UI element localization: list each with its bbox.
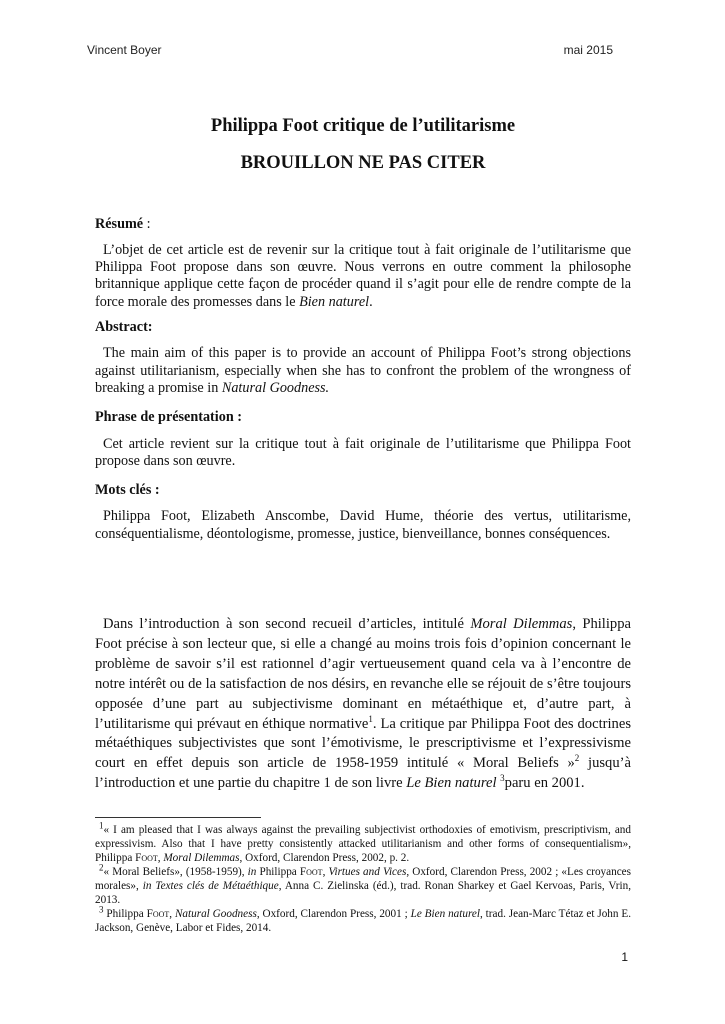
page-subtitle: BROUILLON NE PAS CITER [240, 153, 486, 174]
body-title-moral-dilemmas: Moral Dilemmas [470, 616, 573, 633]
footnote-2-a: « Moral Beliefs», (1958-1959), [103, 866, 248, 878]
footnote-1 [95, 820, 631, 865]
footnote-2-d: , Oxford, Clarendon Press, 2002 ; «Les croyances morales», [95, 866, 631, 892]
footnote-2-c: , [322, 866, 329, 878]
footnote-ref-1[interactable]: 1 [368, 713, 373, 724]
footnote-3-c: , Oxford, Clarendon Press, 2001 ; [256, 908, 411, 920]
page-number: 1 [621, 950, 628, 964]
header-author: Vincent Boyer [87, 43, 162, 57]
footnotes [95, 820, 632, 935]
footnote-2-title: Virtues and Vices [328, 866, 407, 878]
footnote-ref-2[interactable]: 2 [574, 753, 580, 764]
page-content [95, 112, 631, 794]
resume-label: Résumé [95, 215, 144, 232]
abstract-text-main: The main aim of this paper is to provide an account of Philippa Foot’s strong objections against utilitarianism, especially when she has to confront the problem of the wrongness of breaking a promise in [95, 345, 631, 396]
footnote-3-title-2: Le Bien naturel [410, 908, 480, 920]
footnote-2 [95, 862, 631, 907]
body-text-5: paru en 2001. [504, 775, 585, 792]
footnote-1-mark: 1 [99, 820, 104, 831]
abstract-heading: Abstract: [95, 319, 153, 336]
footnote-3-a: Philippa [103, 908, 147, 920]
footnote-3-b: , [169, 908, 175, 920]
presentation-heading: Phrase de présentation : [95, 409, 242, 426]
footnote-1-sep: , [157, 852, 164, 864]
resume-text-main: L’objet de cet article est de revenir sur la critique tout à fait originale de l’utilitarisme que Philippa Foot propose dans son œuvre. Nous verrons en outre comment la philosophe britannique applique cette façon de procéder quand il s’agit pour elle de rendre compte de la force morale des promesses dans le [95, 241, 631, 310]
footnote-2-title-2: in Textes clés de Métaéthique [142, 880, 279, 892]
body-text-3: . La critique par Philippa Foot des doctrines métaéthiques subjectivistes que sont l’émotivisme, le prescriptivisme et l’expressivisme court en effet depuis son article de 1958-1959 intitulé « Moral Beliefs » [95, 715, 631, 772]
footnote-2-author: Foot [299, 866, 323, 878]
footnote-2-e: , Anna C. Zielinska (éd.), trad. Ronan Sharkey et Gael Kervoas, Paris, Vrin, 2013. [95, 880, 631, 906]
footnote-3-author: Foot [146, 908, 170, 920]
keywords-heading: Mots clés : [95, 482, 160, 499]
body-paragraph [95, 615, 631, 794]
footnote-1-title: Moral Dilemmas [163, 852, 240, 864]
presentation-text: Cet article revient sur la critique tout à fait originale de l’utilitarisme que Philippa Foot propose dans son œuvre. [95, 435, 631, 469]
resume-text-title: Bien naturel [299, 293, 370, 310]
body-text-2: , Philippa Foot précise à son lecteur que, si elle a changé au moins trois fois d’opinion concernant le problème de savoir s’il est rationnel d’agir vertueusement quand cela va à l’encontre de notre intérêt ou de la satisfaction de nos désirs, en revanche elle se réjouit de s’être toujours opposée d’une part au subjectivisme dominant en métaéthique et, d’autre part, à l’utilitarisme qui prévaut en éthique normative [95, 616, 631, 732]
abstract-text [95, 345, 631, 397]
footnote-3 [95, 904, 632, 935]
footnote-divider [95, 817, 261, 818]
resume-heading [95, 216, 631, 233]
footnote-2-b: Philippa [256, 866, 300, 878]
footnote-1-text: « I am pleased that I was always against the prevailing subjectivist orthodoxies of emotivism, prescriptivism, and expressivism. Also that I have pretty consistently attacked utilitarianism and other forms of consequentialism», Philippa [95, 824, 631, 864]
resume-text-end: . [369, 293, 373, 310]
body-title-bien-naturel: Le Bien naturel [406, 775, 497, 792]
footnote-ref-3[interactable]: 3 [500, 773, 505, 784]
body-text-4: jusqu’à l’introduction et une partie du chapitre 1 de son livre [95, 755, 631, 792]
body-text-1: Dans l’introduction à son second recueil d’articles, intitulé [103, 616, 471, 633]
footnote-2-mark: 2 [99, 862, 104, 873]
resume-text [95, 242, 631, 311]
abstract-text-title: Natural Goodness. [221, 379, 330, 396]
footnote-3-d: , trad. Jean-Marc Tétaz et John E. Jackson, Genève, Labor et Fides, 2014. [95, 908, 632, 934]
footnote-3-mark: 3 [99, 904, 104, 915]
footnote-2-in: in [247, 866, 257, 878]
header-date: mai 2015 [563, 43, 613, 57]
footnote-1-author: Foot [135, 852, 158, 864]
footnote-3-title: Natural Goodness [174, 908, 257, 920]
footnote-1-end: , Oxford, Clarendon Press, 2002, p. 2. [239, 852, 410, 864]
page-title: Philippa Foot critique de l’utilitarisme [210, 116, 516, 136]
resume-separator: : [143, 215, 151, 232]
keywords-text: Philippa Foot, Elizabeth Anscombe, David Hume, théorie des vertus, utilitarisme, conséquentialisme, déontologisme, promesse, justice, bienveillance, bonnes conséquences. [95, 508, 631, 542]
